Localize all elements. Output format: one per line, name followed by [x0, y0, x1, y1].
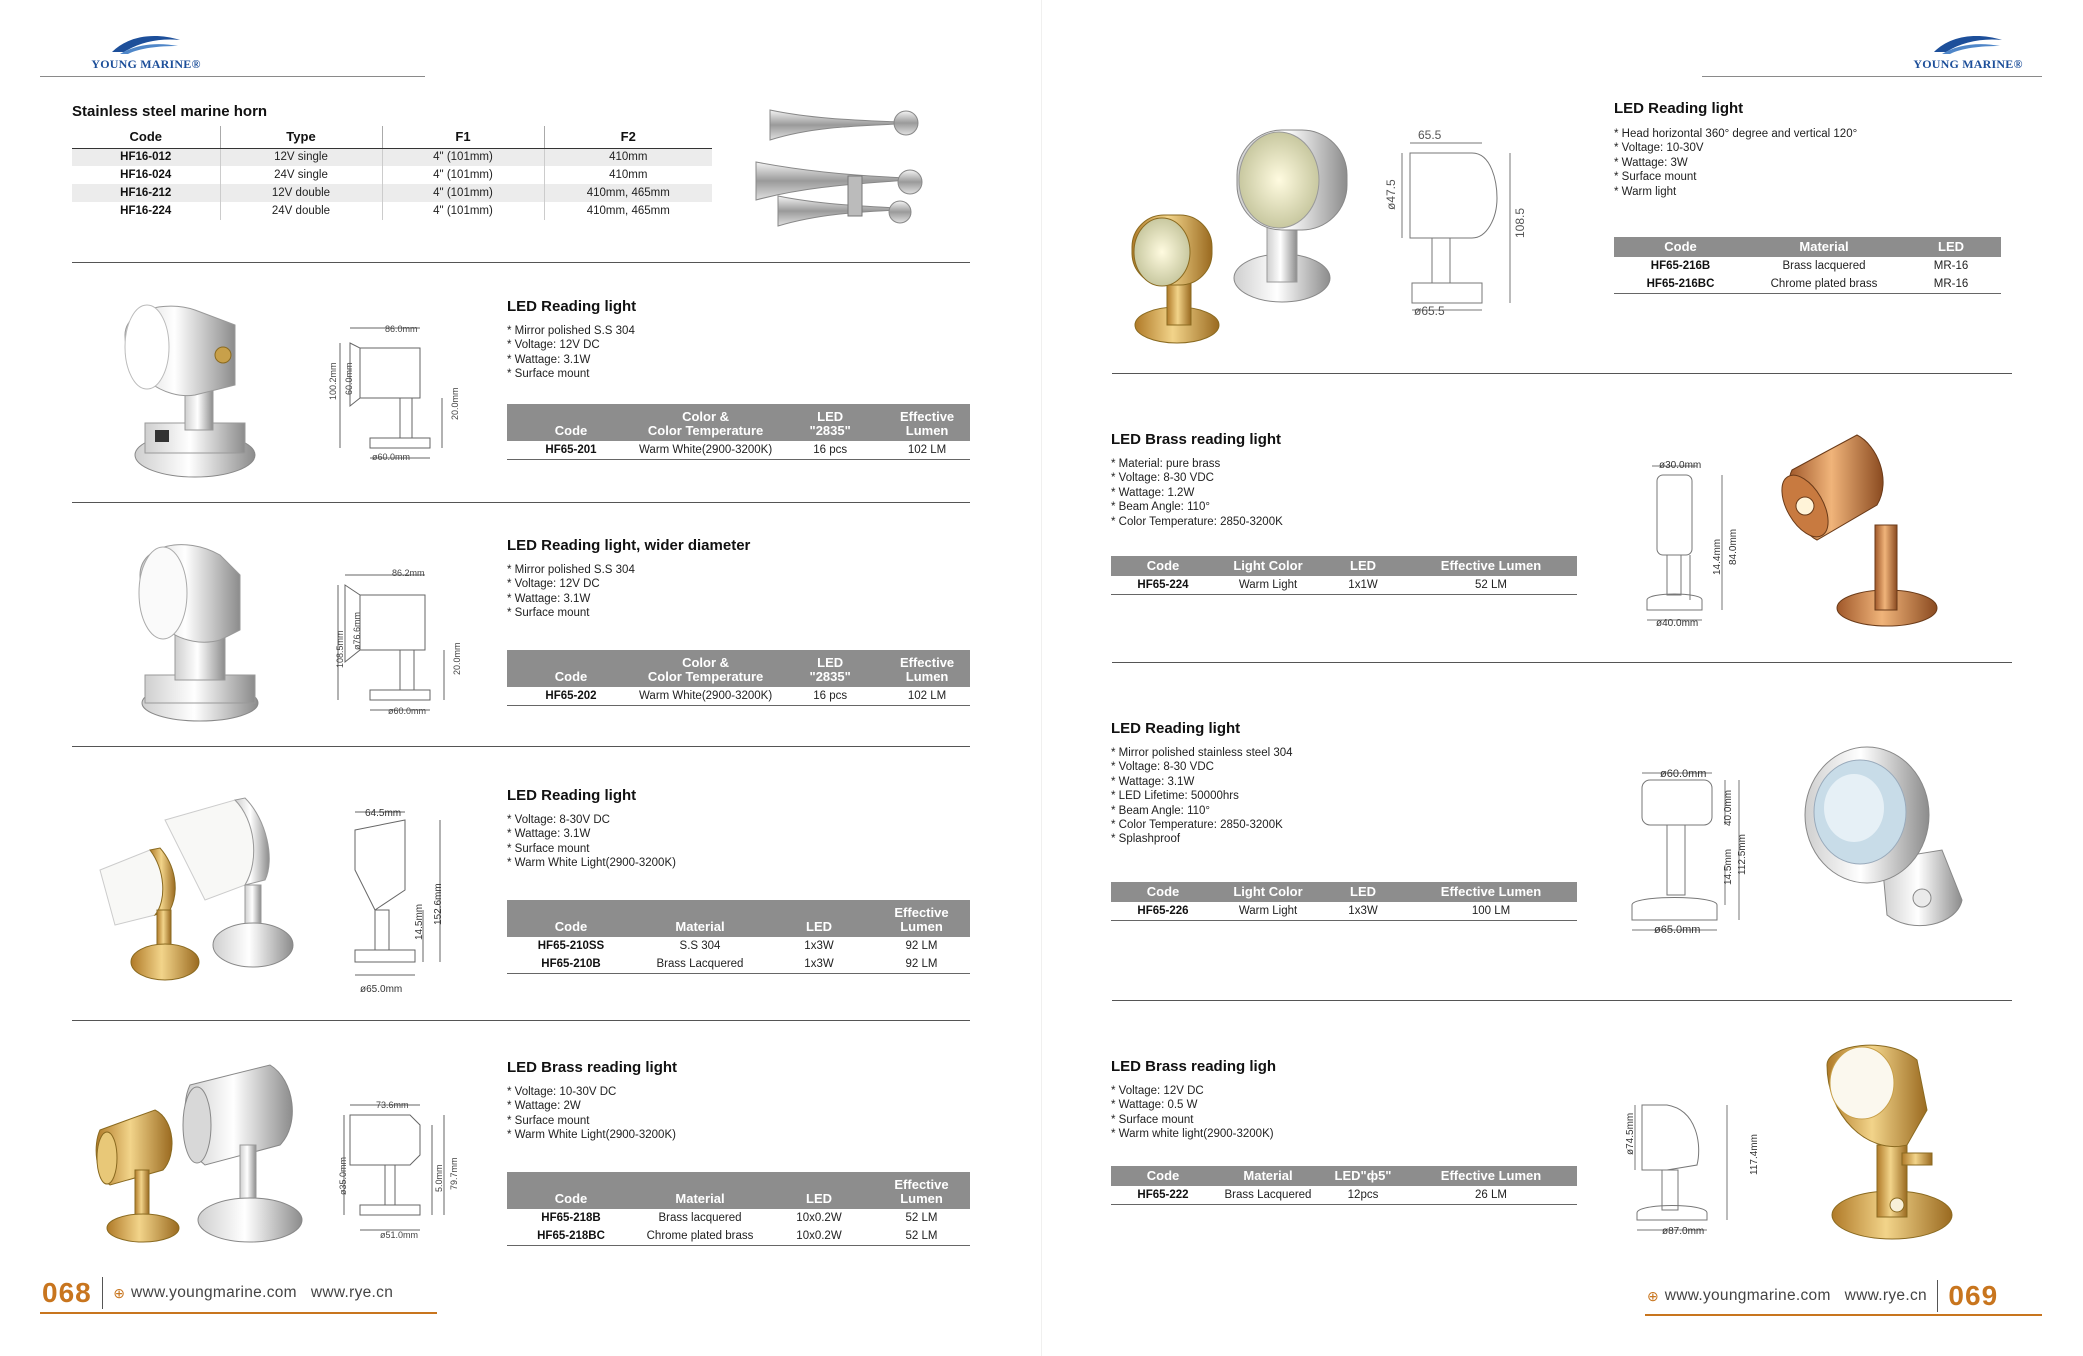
dim-label: 64.5mm — [365, 808, 402, 819]
dim-label: 20.0mm — [450, 387, 460, 420]
hf65-216-image — [1127, 120, 1357, 350]
hf65-218-specs: * Voltage: 10-30V DC * Wattage: 2W * Surface mount * Warm White Light(2900-3200K) — [507, 1085, 676, 1143]
hf65-201-table: Code Color & Color Temperature LED "2835" Effective Lumen HF65-201 Warm White(2900-3200K) 16 pcs 102 LM — [507, 404, 970, 460]
website-link-2[interactable]: www.rye.cn — [310, 1284, 394, 1301]
hf65-224-drawing — [1642, 460, 1762, 630]
dim-label: ø76.6mm — [352, 611, 362, 650]
wave-logo-icon — [1928, 30, 2008, 56]
dim-label: ø51.0mm — [380, 1230, 419, 1240]
left-page — [0, 0, 1041, 1356]
horn-image — [748, 100, 928, 250]
dim-label: 14.5mm — [1723, 848, 1734, 885]
dim-label: 14.4mm — [1712, 538, 1723, 575]
hf65-222-specs: * Voltage: 12V DC * Wattage: 0.5 W * Surface mount * Warm white light(2900-3200K) — [1111, 1084, 1274, 1142]
dim-label: 40.0mm — [1723, 789, 1734, 826]
section-divider — [1112, 373, 2012, 374]
section-divider — [72, 1020, 970, 1021]
table-row: HF65-216B Brass lacquered MR-16 — [1650, 260, 1969, 272]
website-link-2[interactable]: www.rye.cn — [1844, 1287, 1927, 1304]
dim-label: 79.7mm — [449, 1157, 459, 1190]
wave-logo-icon — [106, 30, 186, 56]
section-divider — [72, 262, 970, 263]
col-f1: F1 — [382, 126, 544, 148]
dim-label: 86.2mm — [392, 568, 425, 578]
dim-label: 20.0mm — [452, 642, 462, 675]
page-number: 069 — [1948, 1280, 1999, 1311]
col-f2: F2 — [544, 126, 712, 148]
dim-label: ø65.0mm — [1654, 924, 1701, 936]
hf65-201-image — [115, 295, 275, 485]
hf65-224-specs: * Material: pure brass * Voltage: 8-30 VDC * Wattage: 1.2W * Beam Angle: 110° * Color Temperature: 2850-3200K — [1111, 457, 1283, 529]
website-link[interactable]: www.youngmarine.com — [1664, 1287, 1831, 1304]
footer-divider — [102, 1277, 104, 1309]
hf65-210-drawing — [345, 810, 465, 990]
dim-label: ø87.0mm — [1662, 1226, 1705, 1237]
col-type: Type — [220, 126, 382, 148]
hf65-202-drawing — [330, 560, 470, 720]
hf65-224-image — [1777, 430, 1957, 630]
table-row: HF65-224 Warm Light 1x1W 52 LM — [1137, 578, 1507, 591]
table-row: HF65-210B Brass Lacquered 1x3W 92 LM — [541, 957, 938, 970]
dim-label: ø40.0mm — [1656, 618, 1699, 629]
dim-label: 86.0mm — [385, 324, 418, 334]
globe-icon: ⊕ — [113, 1284, 125, 1301]
hf65-210-title: LED Reading light — [507, 787, 637, 804]
footer-rule — [1645, 1314, 2042, 1316]
col-code: Code — [72, 126, 220, 148]
dim-label: ø60.0mm — [388, 706, 427, 716]
dim-label: ø65.0mm — [360, 984, 403, 995]
table-row: HF16-224 24V double 4" (101mm) 410mm, 465mm — [72, 202, 712, 220]
table-row: HF16-024 24V single 4" (101mm) 410mm — [72, 166, 712, 184]
hf65-202-image — [125, 535, 275, 725]
hf65-226-image — [1792, 740, 1972, 940]
dim-label: 73.6mm — [376, 1100, 409, 1110]
hf65-222-image — [1807, 1035, 1977, 1245]
dim-label: 65.5 — [1418, 128, 1442, 142]
hf65-210-table: Code Material LED Effective Lumen HF65-210SS S.S 304 1x3W 92 LM HF65-210B Brass Lacquered 1x3W 92 LM — [507, 900, 970, 974]
hf65-226-specs: * Mirror polished stainless steel 304 * Voltage: 8-30 VDC * Wattage: 3.1W * LED Lifetime: 50000hrs * Beam Angle: 110° * Color Temperature: 2850-3200K * Splashproof — [1111, 746, 1293, 847]
dim-label: ø47.5 — [1384, 179, 1398, 210]
hf65-210-image — [95, 790, 335, 990]
section-divider — [1112, 662, 2012, 663]
table-row: HF16-012 12V single 4" (101mm) 410mm — [72, 148, 712, 166]
hf65-218-title: LED Brass reading light — [507, 1059, 678, 1076]
section-divider — [72, 746, 970, 747]
table-row: HF65-216BC Chrome plated brass MR-16 — [1646, 277, 1969, 290]
table-row: HF65-218B Brass lacquered 10x0.2W 52 LM — [541, 1212, 938, 1224]
dim-label: 108.5mm — [335, 630, 345, 668]
table-row: HF65-201 Warm White(2900-3200K) 16 pcs 102 LM — [545, 443, 947, 456]
hf65-216-title: LED Reading light — [1614, 100, 1744, 117]
dim-label: ø65.5 — [1414, 304, 1445, 318]
dim-label: 84.0mm — [1728, 528, 1739, 565]
table-row: HF65-226 Warm Light 1x3W 100 LM — [1137, 904, 1511, 917]
right-page — [1042, 0, 2083, 1356]
page-footer — [42, 1277, 393, 1309]
dim-label: ø30.0mm — [1659, 460, 1702, 471]
dim-label: ø60.0mm — [1660, 768, 1707, 780]
dim-label: 152.6mm — [433, 883, 444, 925]
hf65-218-image — [95, 1060, 335, 1250]
dim-label: 112.5mm — [1737, 834, 1748, 875]
hf65-226-table: Code Light Color LED Effective Lumen HF65-226 Warm Light 1x3W 100 LM — [1111, 882, 1577, 921]
dim-label: 108.5 — [1513, 207, 1527, 238]
hf65-218-table: Code Material LED Effective Lumen HF65-218B Brass lacquered 10x0.2W 52 LM HF65-218BC Chrome plated brass 10x0.2W 52 LM — [507, 1172, 970, 1246]
header-rule — [40, 76, 425, 77]
table-row: HF65-222 Brass Lacquered 12pcs 26 LM — [1137, 1188, 1507, 1201]
hf65-201-title: LED Reading light — [507, 298, 637, 315]
hf65-224-title: LED Brass reading light — [1111, 431, 1282, 448]
horn-table — [72, 126, 712, 220]
website-link[interactable]: www.youngmarine.com — [130, 1284, 297, 1301]
table-row: HF16-212 12V double 4" (101mm) 410mm, 465mm — [72, 184, 712, 202]
dim-label: 60.0mm — [344, 362, 354, 395]
hf65-201-specs: * Mirror polished S.S 304 * Voltage: 12V DC * Wattage: 3.1W * Surface mount — [507, 324, 635, 382]
footer-divider — [1937, 1280, 1939, 1312]
hf65-216-specs: * Head horizontal 360° degree and vertical 120° * Voltage: 10-30V * Wattage: 3W * Surface mount * Warm light — [1614, 127, 1857, 199]
table-row: HF65-202 Warm White(2900-3200K) 16 pcs 102 LM — [545, 689, 947, 702]
hf65-202-table: Code Color & Color Temperature LED "2835" Effective Lumen HF65-202 Warm White(2900-3200K) 16 pcs 102 LM — [507, 650, 970, 706]
dim-label: 14.5mm — [414, 903, 425, 940]
dim-label: 117.4mm — [1749, 1134, 1760, 1175]
hf65-216-table: Code Material LED HF65-216B Brass lacquered MR-16 HF65-216BC Chrome plated brass MR-16 — [1614, 237, 2001, 294]
footer-rule — [40, 1312, 437, 1314]
brand-logo: YOUNG MARINE® — [1888, 30, 2048, 72]
hf65-202-specs: * Mirror polished S.S 304 * Voltage: 12V DC * Wattage: 3.1W * Surface mount — [507, 563, 635, 621]
header-rule — [1702, 76, 2042, 77]
page-number: 068 — [42, 1277, 92, 1308]
dim-label: ø74.5mm — [1625, 1112, 1636, 1155]
section-divider — [1112, 1000, 2012, 1001]
dim-label: 100.2mm — [328, 362, 338, 400]
page-footer — [1647, 1280, 1998, 1312]
brand-logo: YOUNG MARINE® — [66, 30, 226, 72]
dim-label: ø60.0mm — [372, 452, 411, 462]
hf65-226-title: LED Reading light — [1111, 720, 1241, 737]
hf65-202-title: LED Reading light, wider diameter — [507, 537, 751, 554]
section-divider — [72, 502, 970, 503]
hf65-224-table: Code Light Color LED Effective Lumen HF65-224 Warm Light 1x1W 52 LM — [1111, 556, 1577, 595]
hf65-210-specs: * Voltage: 8-30V DC * Wattage: 3.1W * Surface mount * Warm White Light(2900-3200K) — [507, 813, 676, 871]
table-row: HF65-218BC Chrome plated brass 10x0.2W 52 LM — [537, 1229, 938, 1242]
table-row: HF65-210SS S.S 304 1x3W 92 LM — [537, 940, 938, 952]
dim-label: ø35.0mm — [338, 1156, 348, 1195]
dim-label: 5.0mm — [434, 1164, 444, 1192]
globe-icon: ⊕ — [1647, 1287, 1659, 1304]
hf65-222-title: LED Brass reading ligh — [1111, 1058, 1277, 1075]
hf65-216-drawing — [1372, 128, 1522, 318]
horn-title: Stainless steel marine horn — [72, 103, 268, 120]
hf65-222-table: Code Material LED"ф5" Effective Lumen HF65-222 Brass Lacquered 12pcs 26 LM — [1111, 1166, 1577, 1205]
hf65-222-drawing — [1627, 1095, 1757, 1245]
